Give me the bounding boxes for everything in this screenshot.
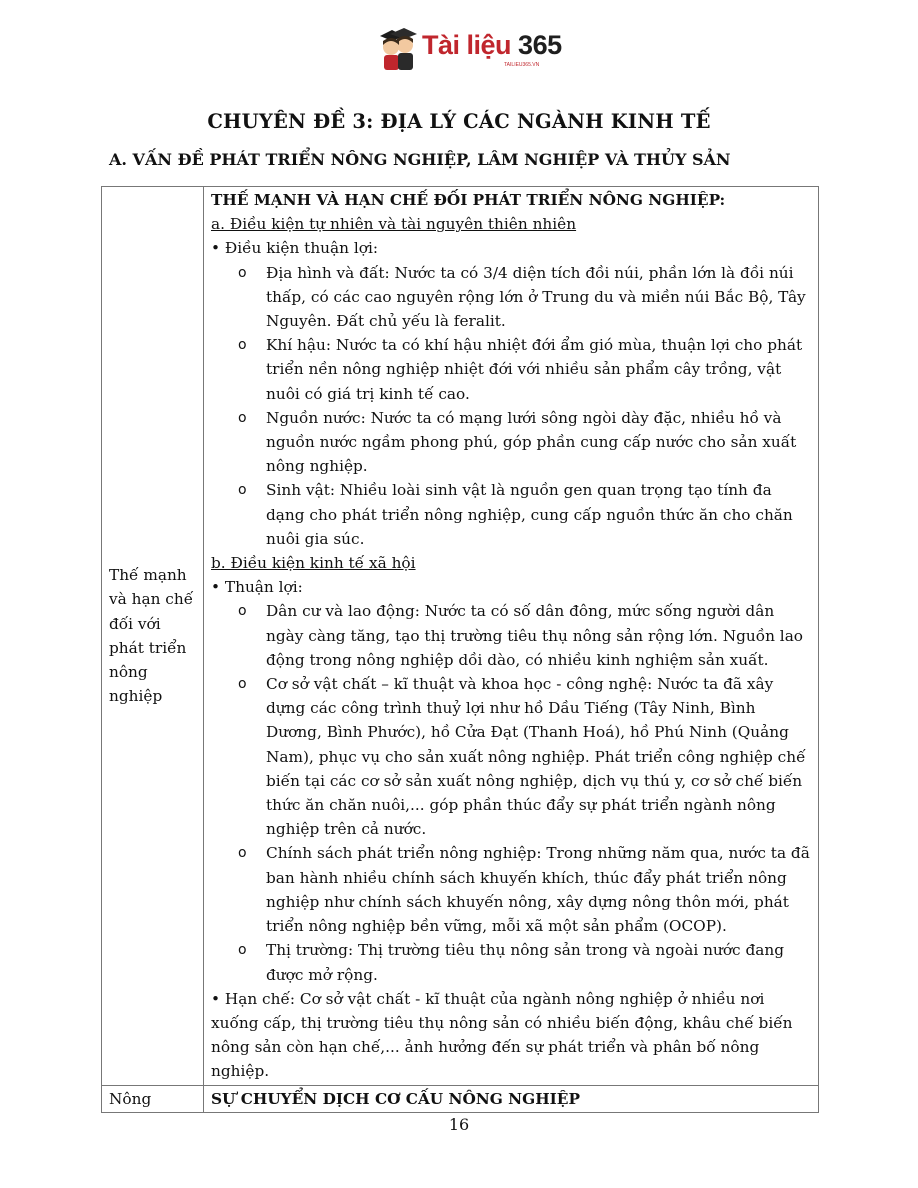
list-item: o Sinh vật: Nhiều loài sinh vật là nguồn gen quan trọng tạo tính đa dạng cho phát triển nông nghiệp, cung cấp nguồn thức ăn cho chăn nuôi gia súc. <box>211 478 812 551</box>
bullet-favorable: • Điều kiện thuận lợi: <box>211 239 379 258</box>
section-heading: A. VẤN ĐỀ PHÁT TRIỂN NÔNG NGHIỆP, LÂM NGHIỆP VÀ THỦY SẢN <box>109 150 731 169</box>
socioeconomic-list <box>211 599 812 986</box>
content-heading: THẾ MẠNH VÀ HẠN CHẾ ĐỐI PHÁT TRIỂN NÔNG NGHIỆP: <box>211 191 726 209</box>
logo-subtext: TAILIEU365.VN <box>504 62 540 68</box>
brand-logo <box>378 26 562 72</box>
list-item: o Chính sách phát triển nông nghiệp: Trong những năm qua, nước ta đã ban hành nhiều chính sách khuyến khích, thúc đẩy phát triển nông nghiệp như chính sách khuyến nông, xây dựng nông thôn mới, phát triển nông nghiệp bền vững, mỗi xã một sản phẩm (OCOP). <box>211 841 812 938</box>
subheading-natural: a. Điều kiện tự nhiên và tài nguyên thiên nhiên <box>211 215 577 234</box>
students-mascot-icon <box>378 26 418 72</box>
row-label-cell <box>102 187 204 1086</box>
bullet-advantages: • Thuận lợi: <box>211 578 303 597</box>
row-label: Nông <box>109 1089 152 1108</box>
table-row <box>102 1085 819 1112</box>
row-content-cell <box>204 187 819 1086</box>
row-label-cell <box>102 1085 204 1112</box>
subheading-socioeconomic: b. Điều kiện kinh tế xã hội <box>211 554 416 573</box>
logo-name: Tài liệu <box>422 30 512 60</box>
list-item: o Dân cư và lao động: Nước ta có số dân đông, mức sống người dân ngày càng tăng, tạo thị trường tiêu thụ nông sản rộng lớn. Nguồn lao động trong nông nghiệp dồi dào, có nhiều kinh nghiệm sản xuất. <box>211 599 812 672</box>
row-content-cell <box>204 1085 819 1112</box>
table-row <box>102 187 819 1086</box>
limitations-paragraph: • Hạn chế: Cơ sở vật chất - kĩ thuật của ngành nông nghiệp ở nhiều nơi xuống cấp, thị trường tiêu thụ nông sản có nhiều biến động, khâu chế biến nông sản còn hạn chế,... ảnh hưởng đến sự phát triển và phân bố nông nghiệp. <box>211 989 793 1081</box>
list-item: o Khí hậu: Nước ta có khí hậu nhiệt đới ẩm gió mùa, thuận lợi cho phát triển nền nông nghiệp nhiệt đới với nhiều sản phẩm cây trồng, vật nuôi có giá trị kinh tế cao. <box>211 333 812 406</box>
page-number: 16 <box>448 1115 470 1134</box>
list-item: o Cơ sở vật chất – kĩ thuật và khoa học - công nghệ: Nước ta đã xây dựng các công trình thuỷ lợi như hồ Dầu Tiếng (Tây Ninh, Bình Dương, Bình Phước), hồ Cửa Đạt (Thanh Hoá), hồ Phú Ninh (Quảng Nam), phục vụ cho sản xuất nông nghiệp. Phát triển công nghiệp chế biến tại các cơ sở sản xuất nông nghiệp, dịch vụ thú y, cơ sở chế biến thức ăn chăn nuôi,... góp phần thúc đẩy sự phát triển ngành nông nghiệp trên cả nước. <box>211 672 812 841</box>
list-item: o Nguồn nước: Nước ta có mạng lưới sông ngòi dày đặc, nhiều hồ và nguồn nước ngầm phong phú, góp phần cung cấp nước cho sản xuất nông nghiệp. <box>211 406 812 479</box>
content-table <box>101 186 819 1113</box>
chapter-title: CHUYÊN ĐỀ 3: ĐỊA LÝ CÁC NGÀNH KINH TẾ <box>207 110 711 133</box>
content-heading: SỰ CHUYỂN DỊCH CƠ CẤU NÔNG NGHIỆP <box>211 1089 580 1108</box>
natural-conditions-list <box>211 261 812 551</box>
row-label: Thế mạnh và hạn chế đối với phát triển nông nghiệp <box>109 566 194 706</box>
list-item: o Thị trường: Thị trường tiêu thụ nông sản trong và ngoài nước đang được mở rộng. <box>211 938 812 986</box>
list-item: o Địa hình và đất: Nước ta có 3/4 diện tích đồi núi, phần lớn là đồi núi thấp, có các cao nguyên rộng lớn ở Trung du và miền núi Bắc Bộ, Tây Nguyên. Đất chủ yếu là feralit. <box>211 261 812 334</box>
logo-number: 365 <box>518 30 562 60</box>
